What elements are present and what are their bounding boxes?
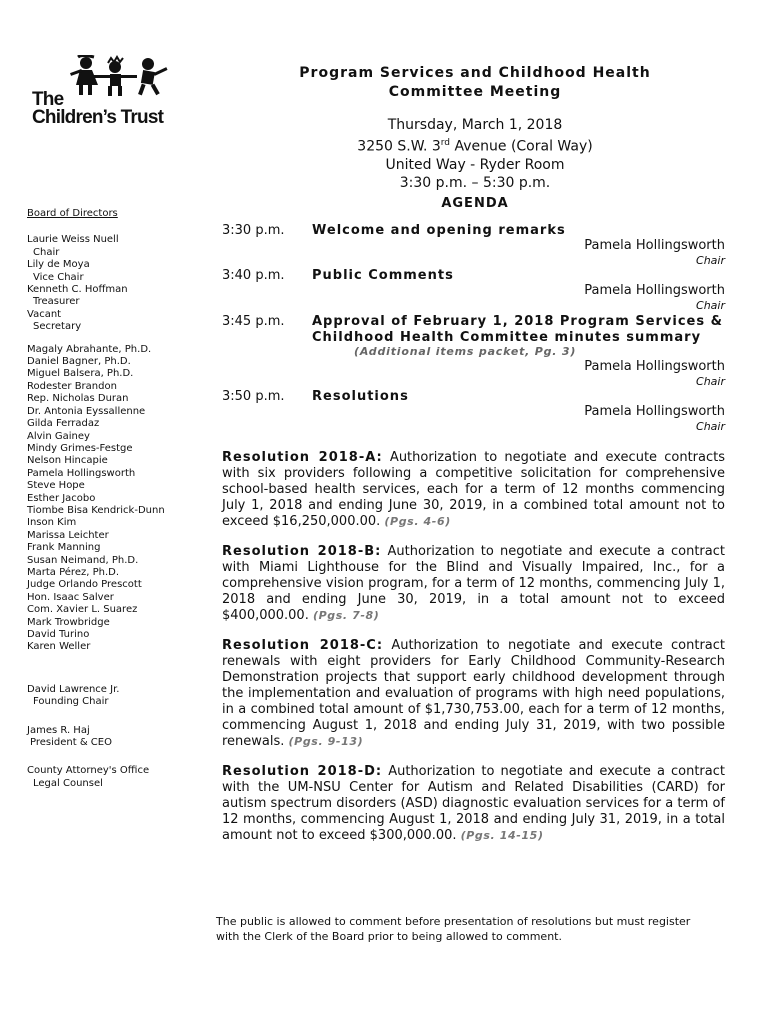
logo-line-1: The [32, 89, 64, 110]
officer-title: Treasurer [33, 296, 80, 308]
agenda-row [222, 223, 725, 267]
resolution-paragraph [222, 764, 725, 844]
resolution-pages: (Pgs. 7-8) [312, 609, 380, 622]
member-name: Tiombe Bisa Kendrick-Dunn [27, 504, 165, 516]
member-name: Pamela Hollingsworth [27, 467, 136, 479]
agenda-item: Resolutions [312, 389, 409, 404]
address-ordinal: rd [440, 138, 451, 148]
officers-list [27, 234, 207, 333]
resolution-paragraph [222, 544, 725, 624]
meeting-date: Thursday, March 1, 2018 [387, 117, 563, 133]
officer-name: Laurie Weiss Nuell [27, 234, 119, 246]
meeting-header [280, 64, 670, 192]
member-name: Alvin Gainey [27, 430, 90, 442]
resolution-label: Resolution 2018-D: [222, 764, 383, 779]
member-name: Rodester Brandon [27, 380, 117, 392]
agenda-presenter [584, 404, 725, 434]
public-comment-notice [216, 914, 716, 944]
presenter-name: Pamela Hollingsworth [584, 238, 725, 253]
member-name: Rep. Nicholas Duran [27, 393, 129, 405]
agenda-item [312, 314, 725, 346]
founder-entry [27, 684, 207, 709]
resolution-text: Authorization to negotiate and execute a contract with Miami Lighthouse for the Blind and Visually Impaired, Inc., for a comprehensive vision program, for a term of 12 months, commencing July 1, 2018 and ending June 30, 2019, in a total amount not to exceed $400,000.00. [222, 544, 725, 623]
member-name: Com. Xavier L. Suarez [27, 604, 138, 616]
member-name: Mindy Grimes-Festge [27, 442, 133, 454]
members-list [27, 344, 207, 654]
logo-wordmark [32, 91, 163, 127]
agenda-item: Welcome and opening remarks [312, 223, 566, 238]
agenda-presenter [584, 283, 725, 313]
agenda-item-line-2: Childhood Health Committee minutes summary [312, 330, 702, 345]
resolution-paragraph [222, 638, 725, 750]
agenda-item-note: (Additional items packet, Pg. 3) [354, 345, 577, 358]
meeting-details [280, 116, 670, 192]
founder-name: David Lawrence Jr. [27, 683, 120, 695]
member-name: Steve Hope [27, 480, 85, 492]
resolution-text: Authorization to negotiate and execute a contract with the UM-NSU Center for Autism and Related Disabilities (CARD) for autism spectrum disorders (ASD) diagnostic evaluation services for a term of 12 months, commencing August 1, 2018 and ending July 31, 2019, in a total amount not to exceed $300,000.00. [222, 764, 725, 843]
meeting-address [280, 134, 670, 156]
president-title: President & CEO [30, 737, 112, 749]
meeting-room: United Way - Ryder Room [385, 156, 565, 173]
president-entry [27, 725, 207, 750]
officer-name: Lily de Moya [27, 259, 90, 271]
presenter-role: Chair [696, 254, 725, 267]
agenda-time: 3:40 p.m. [222, 268, 285, 283]
resolution-pages: (Pgs. 9-13) [288, 735, 364, 748]
agenda-item-line-1: Approval of February 1, 2018 Program Services & [312, 314, 723, 329]
counsel-entry [27, 765, 207, 790]
agenda-time: 3:30 p.m. [222, 223, 285, 238]
notice-line-1: The public is allowed to comment before presentation of resolutions but must register [216, 915, 691, 928]
officer-title: Vice Chair [33, 271, 84, 283]
resolution-label: Resolution 2018-A: [222, 450, 383, 465]
presenter-role: Chair [696, 420, 725, 433]
member-name: Marissa Leichter [27, 529, 109, 541]
resolution-label: Resolution 2018-C: [222, 638, 384, 653]
agenda-row [222, 389, 725, 435]
notice-line-2: with the Clerk of the Board prior to being allowed to comment. [216, 930, 562, 943]
member-name: Esther Jacobo [27, 492, 96, 504]
presenter-name: Pamela Hollingsworth [584, 359, 725, 374]
agenda-time: 3:50 p.m. [222, 389, 285, 404]
member-name: David Turino [27, 629, 90, 640]
meeting-title-line-2: Committee Meeting [388, 84, 562, 100]
resolution-label: Resolution 2018-B: [222, 544, 382, 559]
officer-name: Kenneth C. Hoffman [27, 284, 128, 296]
board-heading: Board of Directors [27, 208, 118, 219]
counsel-name: County Attorney's Office [27, 765, 150, 777]
childrens-trust-logo [30, 55, 175, 135]
member-name: Karen Weller [27, 641, 91, 653]
resolution-pages: (Pgs. 4-6) [384, 515, 451, 528]
member-name: Hon. Isaac Salver [27, 591, 114, 603]
member-name: Magaly Abrahante, Ph.D. [27, 343, 152, 355]
address-avenue: Avenue (Coral Way) [450, 138, 593, 155]
agenda-presenter [584, 238, 725, 268]
presenter-name: Pamela Hollingsworth [584, 283, 725, 298]
member-name: Miguel Balsera, Ph.D. [27, 368, 134, 380]
president-name: James R. Haj [27, 724, 90, 736]
officer-title: Secretary [33, 321, 82, 333]
counsel-title: Legal Counsel [33, 777, 103, 789]
member-name: Gilda Ferradaz [27, 418, 100, 430]
member-name: Nelson Hincapie [27, 455, 108, 467]
member-name: Inson Kim [27, 517, 77, 529]
member-name: Dr. Antonia Eyssallenne [27, 405, 146, 417]
member-name: Judge Orlando Prescott [27, 579, 142, 591]
agenda-presenter [584, 359, 725, 389]
resolution-pages: (Pgs. 14-15) [460, 829, 544, 842]
presenter-role: Chair [696, 375, 725, 388]
agenda-row [222, 268, 725, 312]
agenda-time: 3:45 p.m. [222, 314, 285, 329]
resolution-paragraph [222, 450, 725, 530]
agenda-heading: AGENDA [441, 196, 509, 211]
board-sidebar [27, 208, 207, 800]
member-name: Mark Trowbridge [27, 616, 110, 628]
presenter-name: Pamela Hollingsworth [584, 404, 725, 419]
officer-title: Chair [33, 246, 60, 258]
meeting-time: 3:30 p.m. – 5:30 p.m. [399, 174, 551, 191]
founder-title: Founding Chair [33, 696, 109, 708]
agenda-item: Public Comments [312, 268, 454, 283]
resolution-text: Authorization to negotiate and execute contracts with six providers following a competitive solicitation for comprehensive school-based health services, each for a term of 12 months commencing July 1, 2018 and ending June 30, 2019, in a combined total amount not to exceed $16,250,000.00. [222, 450, 725, 529]
logo-line-2: Children’s Trust [32, 107, 164, 128]
officer-name: Vacant [27, 308, 62, 320]
presenter-role: Chair [696, 299, 725, 312]
meeting-title-line-1: Program Services and Childhood Health [299, 65, 651, 81]
agenda-row [222, 314, 725, 390]
member-name: Frank Manning [27, 542, 101, 554]
member-name: Susan Neimand, Ph.D. [27, 554, 139, 566]
member-name: Daniel Bagner, Ph.D. [27, 356, 131, 368]
member-name: Marta Pérez, Ph.D. [27, 566, 119, 578]
address-street: 3250 S.W. 3 [357, 138, 441, 155]
resolution-text: Authorization to negotiate and execute contract renewals with eight providers for Early Childhood Community-Research Demonstration projects that support early childhood development through the implementation and evaluation of programs with high need populations, in a combined total amount of $1,730,753.00, each for a term of 12 months, commencing August 1, 2018 and ending July 31, 2019, with two possible renewals. [222, 638, 725, 749]
